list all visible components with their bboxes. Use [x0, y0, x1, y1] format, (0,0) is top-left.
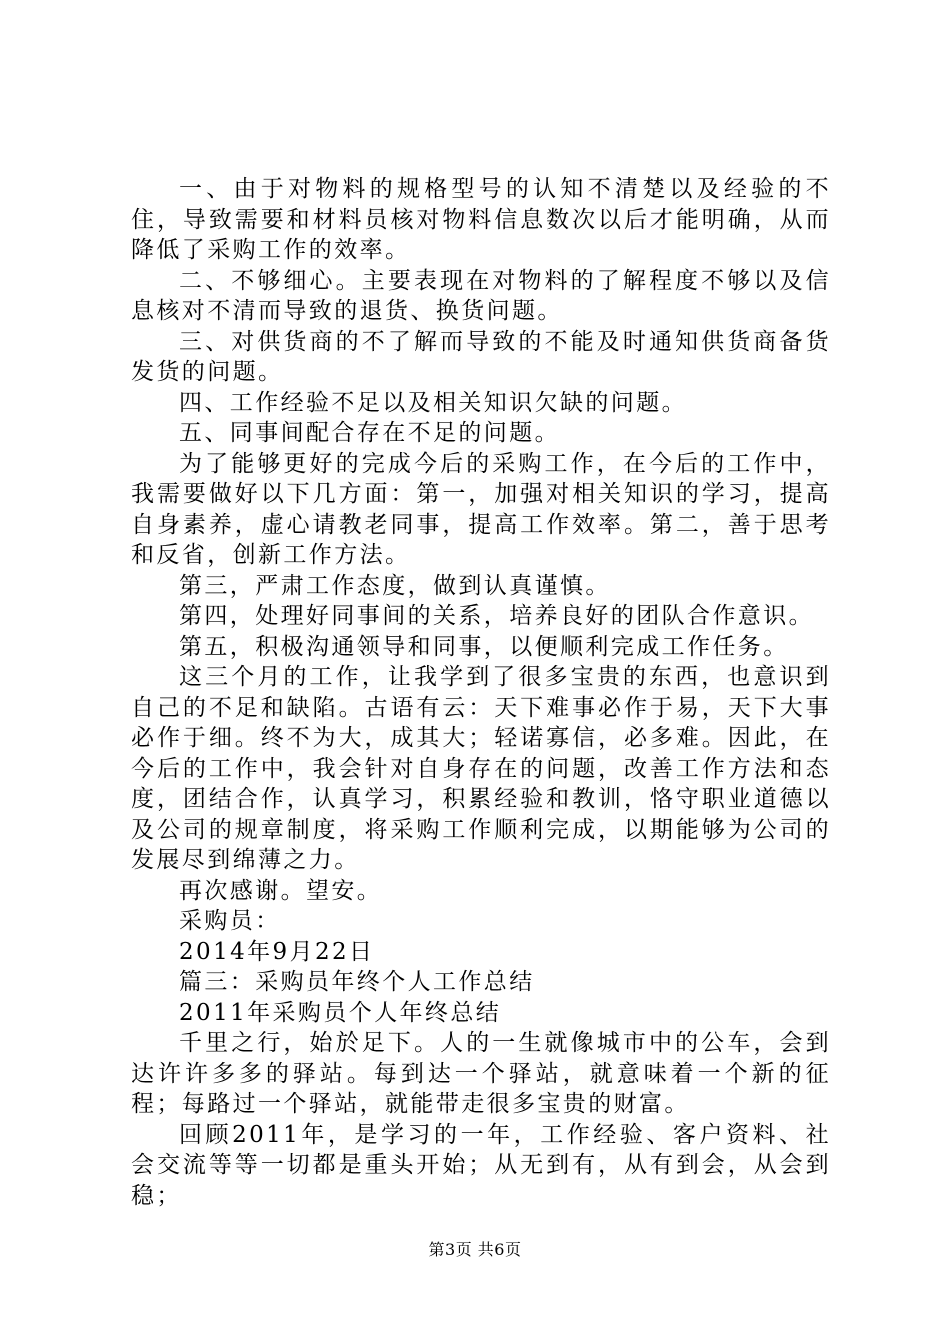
paragraph-3: 三、对供货商的不了解而导致的不能及时通知供货商备货发货的问题。	[131, 328, 831, 385]
paragraph-6: 为了能够更好的完成今后的采购工作，在今后的工作中，我需要做好以下几方面：第一，加强对相关知识的学习，提高自身素养，虚心请教老同事，提高工作效率。第二，善于思考和反省，创新工作方法。	[131, 450, 831, 568]
paragraph-17: 回顾2011年，是学习的一年，工作经验、客户资料、社会交流等等一切都是重头开始；从无到有，从有到会，从会到稳；	[131, 1121, 831, 1209]
page-number-footer: 第3页 共6页	[428, 1240, 522, 1259]
section-title: 篇三：采购员年终个人工作总结	[179, 969, 535, 995]
signature-label: 采购员：	[179, 908, 281, 934]
paragraph-11: 再次感谢。望安。	[179, 877, 383, 904]
paragraph-2: 二、不够细心。主要表现在对物料的了解程度不够以及信息核对不清而导致的退货、换货问题。	[131, 267, 831, 324]
section-subtitle: 2011年采购员个人年终总结	[179, 999, 502, 1026]
paragraph-1: 一、由于对物料的规格型号的认知不清楚以及经验的不住，导致需要和材料员核对物料信息数次以后才能明确，从而降低了采购工作的效率。	[131, 176, 831, 263]
paragraph-7: 第三，严肃工作态度，做到认真谨慎。	[179, 572, 611, 599]
date-line: 2014年9月22日	[179, 938, 375, 965]
document-body	[131, 174, 831, 1211]
paragraph-9: 第五，积极沟通领导和同事，以便顺利完成工作任务。	[179, 633, 789, 660]
paragraph-16: 千里之行，始於足下。人的一生就像城市中的公车，会到达许许多多的驿站。每到达一个驿站，就意味着一个新的征程；每路过一个驿站，就能带走很多宝贵的财富。	[131, 1030, 831, 1117]
paragraph-8: 第四，处理好同事间的关系，培养良好的团队合作意识。	[179, 603, 814, 629]
paragraph-5: 五、同事间配合存在不足的问题。	[179, 420, 560, 446]
paragraph-4: 四、工作经验不足以及相关知识欠缺的问题。	[179, 389, 687, 416]
paragraph-10: 这三个月的工作，让我学到了很多宝贵的东西，也意识到自己的不足和缺陷。古语有云：天下难事必作于易，天下大事必作于细。终不为大，成其大；轻诺寡信，必多难。因此，在今后的工作中，我会针对自身存在的问题，改善工作方法和态度，团结合作，认真学习，积累经验和教训，恪守职业道德以及公司的规章制度，将采购工作顺利完成，以期能够为公司的发展尽到绵薄之力。	[131, 664, 831, 873]
